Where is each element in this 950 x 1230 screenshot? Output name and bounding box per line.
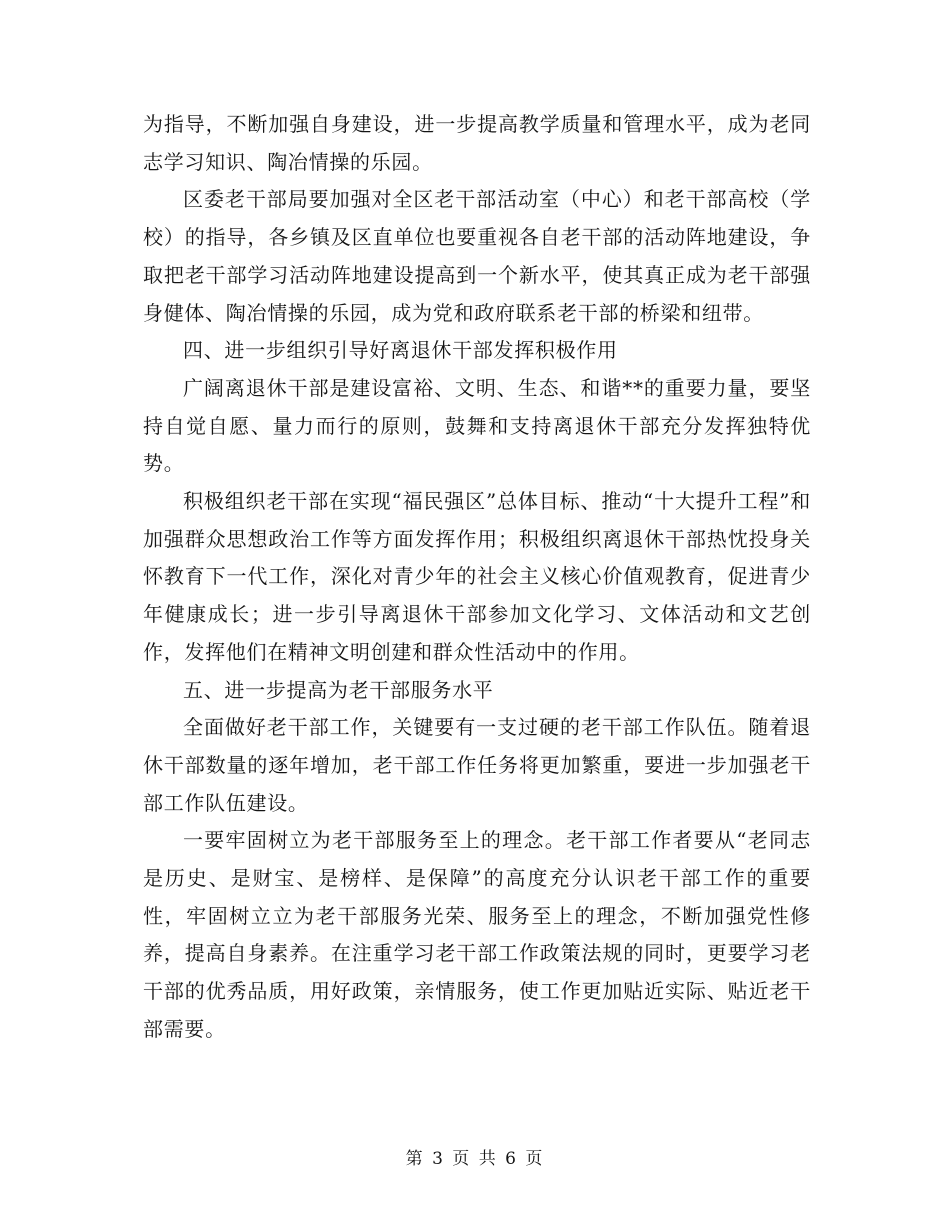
page-number-footer: 第 3 页 共 6 页 [405,1149,545,1169]
document-body [143,106,811,1049]
section-heading-five: 五、进一步提高为老干部服务水平 [183,677,494,702]
paragraph-team-building: 全面做好老干部工作，关键要有一支过硬的老干部工作队伍。随着退休干部数量的逐年增加，老干部工作任务将更加繁重，要进一步加强老干部工作队伍建设。 [143,715,811,815]
paragraph-retired-cadres-role: 广阔离退休干部是建设富裕、文明、生态、和谐**的重要力量，要坚持自觉自愿、量力而行的原则，鼓舞和支持离退休干部充分发挥独特优势。 [143,375,811,476]
section-heading-four: 四、进一步组织引导好离退休干部发挥积极作用 [183,338,618,363]
paragraph-activity-centers: 区委老干部局要加强对全区老干部活动室（中心）和老干部高校（学校）的指导，各乡镇及区直单位也要重视各自老干部的活动阵地建设，争取把老干部学习活动阵地建设提高到一个新水平，使其真正成为老干部强身健体、陶冶情操的乐园，成为党和政府联系老干部的桥梁和纽带。 [143,187,811,325]
paragraph-service-concept: 一要牢固树立为老干部服务至上的理念。老干部工作者要从“老同志是历史、是财宝、是榜样、是保障”的高度充分认识老干部工作的重要性，牢固树立立为老干部服务光荣、服务至上的理念，不断加强党性修养，提高自身素养。在注重学习老干部工作政策法规的同时，更要学习老干部的优秀品质，用好政策，亲情服务，使工作更加贴近实际、贴近老干部需要。 [143,828,811,1041]
paragraph-organize-cadres: 积极组织老干部在实现“福民强区”总体目标、推动“十大提升工程”和加强群众思想政治工作等方面发挥作用；积极组织离退休干部热忱投身关怀教育下一代工作，深化对青少年的社会主义核心价值观教育，促进青少年健康成长；进一步引导离退休干部参加文化学习、文体活动和文艺创作，发挥他们在精神文明创建和群众性活动中的作用。 [143,489,811,664]
paragraph-continuation: 为指导，不断加强自身建设，进一步提高教学质量和管理水平，成为老同志学习知识、陶冶情操的乐园。 [143,112,811,174]
